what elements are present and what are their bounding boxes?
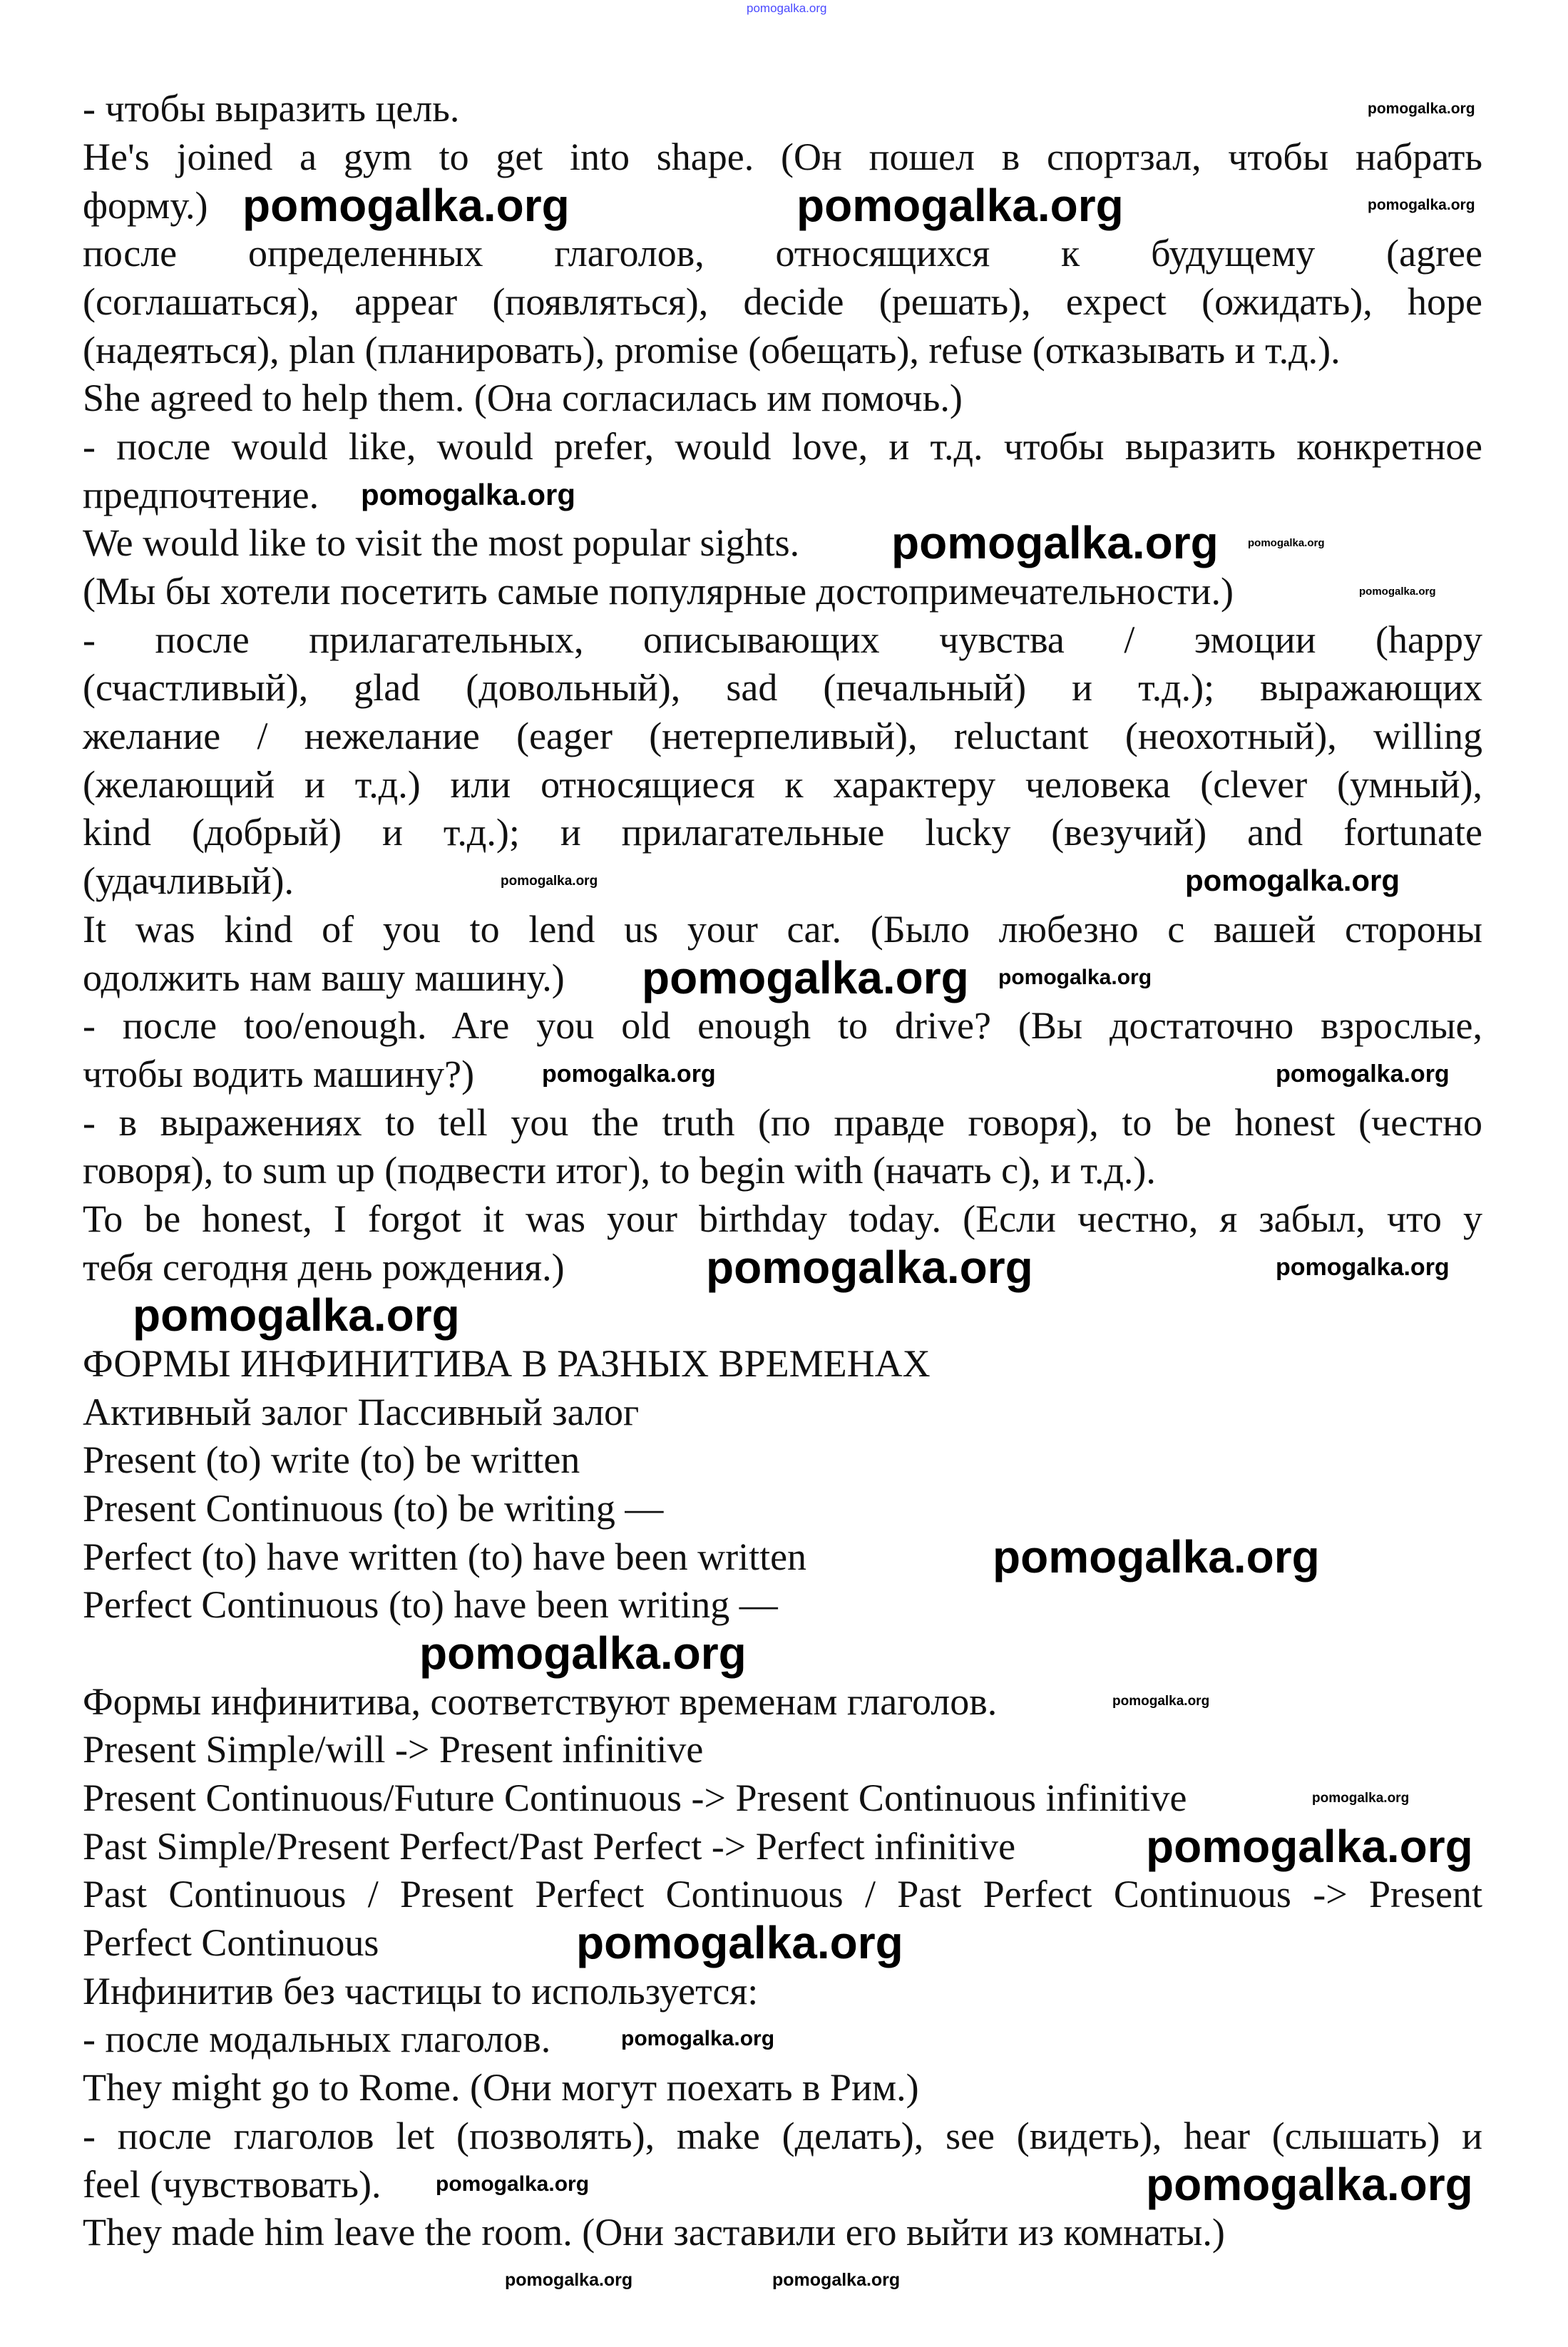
text-line: To be honest, I forgot it was your birthday today. (Если честно, я забыл, что у bbox=[83, 1197, 1482, 1240]
text-line: желание / нежелание (eager (нетерпеливый), reluctant (неохотный), willing bbox=[83, 715, 1482, 758]
section-heading: ФОРМЫ ИНФИНИТИВА В РАЗНЫХ ВРЕМЕНАХ bbox=[83, 1341, 931, 1385]
watermark-text: pomogalka.org bbox=[1276, 1060, 1450, 1088]
text-line: (счастливый), glad (довольный), sad (печальный) и т.д.); выражающих bbox=[83, 666, 1482, 710]
text-line: Perfect (to) have written (to) have been written bbox=[83, 1535, 807, 1578]
watermark-text: pomogalka.org bbox=[1276, 1253, 1450, 1281]
watermark-text: pomogalka.org bbox=[1146, 1820, 1473, 1872]
watermark-text: pomogalka.org bbox=[998, 965, 1152, 989]
text-line: Present (to) write (to) be written bbox=[83, 1438, 580, 1482]
watermark-text: pomogalka.org bbox=[436, 2172, 590, 2196]
watermark-text: pomogalka.org bbox=[621, 2027, 775, 2051]
watermark-text: pomogalka.org bbox=[1248, 536, 1325, 549]
watermark-text: pomogalka.org bbox=[772, 2270, 901, 2291]
text-line: He's joined a gym to get into shape. (Он пошел в спортзал, чтобы набрать bbox=[83, 135, 1482, 178]
watermark-text: pomogalka.org bbox=[1368, 197, 1475, 214]
text-line: Perfect Continuous bbox=[83, 1921, 379, 1965]
text-line: feel (чувствовать). bbox=[83, 2162, 381, 2206]
text-line: Инфинитив без частицы to используется: bbox=[83, 1969, 759, 2013]
text-line: Активный залог Пассивный залог bbox=[83, 1390, 640, 1433]
watermark-text: pomogalka.org bbox=[576, 1917, 903, 1969]
text-line: Present Continuous/Future Continuous -> Present Continuous infinitive bbox=[83, 1776, 1187, 1820]
text-line: - в выражениях to tell you the truth (по правде говоря), to be honest (честно bbox=[83, 1100, 1482, 1144]
text-line: говоря), to sum up (подвести итог), to begin with (начать с), и т.д.). bbox=[83, 1149, 1156, 1192]
text-line: - чтобы выразить цель. bbox=[83, 87, 460, 131]
text-line: They made him leave the room. (Они заставили его выйти из комнаты.) bbox=[83, 2211, 1225, 2254]
watermark-text: pomogalka.org bbox=[542, 1060, 716, 1088]
watermark-text: pomogalka.org bbox=[1368, 100, 1475, 117]
text-line: We would like to visit the most popular sights. bbox=[83, 521, 800, 565]
text-line: They might go to Rome. (Они могут поехать в Рим.) bbox=[83, 2066, 919, 2110]
text-line: Perfect Continuous (to) have been writing — bbox=[83, 1583, 778, 1627]
text-line: Present Continuous (to) be writing — bbox=[83, 1487, 664, 1530]
watermark-text: pomogalka.org bbox=[1112, 1694, 1210, 1709]
text-line: - после глаголов let (позволять), make (делать), see (видеть), hear (слышать) и bbox=[83, 2114, 1482, 2157]
text-line: She agreed to help them. (Она согласилась им помочь.) bbox=[83, 377, 963, 420]
text-line: - после прилагательных, описывающих чувства / эмоции (happy bbox=[83, 618, 1482, 661]
text-line: - после модальных глаголов. bbox=[83, 2018, 551, 2061]
text-line: It was kind of you to lend us your car. (Было любезно с вашей стороны bbox=[83, 907, 1482, 951]
text-line: Present Simple/will -> Present infinitive bbox=[83, 1728, 704, 1771]
text-line: - после would like, would prefer, would love, и т.д. чтобы выразить конкретное bbox=[83, 425, 1482, 469]
text-line: (соглашаться), appear (появляться), decide (решать), expect (ожидать), hope bbox=[83, 280, 1482, 323]
watermark-text: pomogalka.org bbox=[1359, 585, 1436, 598]
watermark-text: pomogalka.org bbox=[796, 179, 1124, 231]
text-line: kind (добрый) и т.д.); и прилагательные lucky (везучий) and fortunate bbox=[83, 811, 1482, 854]
watermark-text: pomogalka.org bbox=[642, 951, 969, 1003]
watermark-text: pomogalka.org bbox=[133, 1289, 460, 1341]
watermark-text: pomogalka.org bbox=[1146, 2158, 1473, 2210]
top-watermark-link[interactable]: pomogalka.org bbox=[747, 1, 827, 15]
watermark-text: pomogalka.org bbox=[1312, 1790, 1410, 1806]
watermark-text: pomogalka.org bbox=[419, 1627, 747, 1679]
watermark-text: pomogalka.org bbox=[501, 873, 598, 889]
text-line: Формы инфинитива, соответствуют временам глаголов. bbox=[83, 1679, 998, 1723]
text-line: Past Simple/Present Perfect/Past Perfect -> Perfect infinitive bbox=[83, 1824, 1016, 1868]
text-line: (желающий и т.д.) или относящиеся к характеру человека (clever (умный), bbox=[83, 762, 1482, 806]
text-line: чтобы водить машину?) bbox=[83, 1052, 475, 1095]
text-line: - после too/enough. Are you old enough to drive? (Вы достаточно взрослые, bbox=[83, 1004, 1482, 1048]
text-line: (надеяться), plan (планировать), promise (обещать), refuse (отказывать и т.д.). bbox=[83, 328, 1341, 372]
watermark-text: pomogalka.org bbox=[706, 1241, 1033, 1293]
watermark-text: pomogalka.org bbox=[361, 477, 576, 511]
text-line: одолжить нам вашу машину.) bbox=[83, 956, 565, 999]
text-line: (Мы бы хотели посетить самые популярные достопримечательности.) bbox=[83, 570, 1234, 613]
text-line: Past Continuous / Present Perfect Continuous / Past Perfect Continuous -> Present bbox=[83, 1873, 1482, 1916]
watermark-text: pomogalka.org bbox=[505, 2270, 633, 2291]
watermark-text: pomogalka.org bbox=[891, 517, 1219, 569]
watermark-text: pomogalka.org bbox=[242, 179, 570, 231]
watermark-text: pomogalka.org bbox=[993, 1530, 1320, 1582]
text-line: после определенных глаголов, относящихся к будущему (agree bbox=[83, 232, 1482, 275]
text-line: форму.) bbox=[83, 183, 208, 227]
text-line: тебя сегодня день рождения.) bbox=[83, 1245, 565, 1289]
text-line: (удачливый). bbox=[83, 859, 294, 903]
text-line: предпочтение. bbox=[83, 473, 319, 516]
watermark-text: pomogalka.org bbox=[1185, 864, 1400, 898]
